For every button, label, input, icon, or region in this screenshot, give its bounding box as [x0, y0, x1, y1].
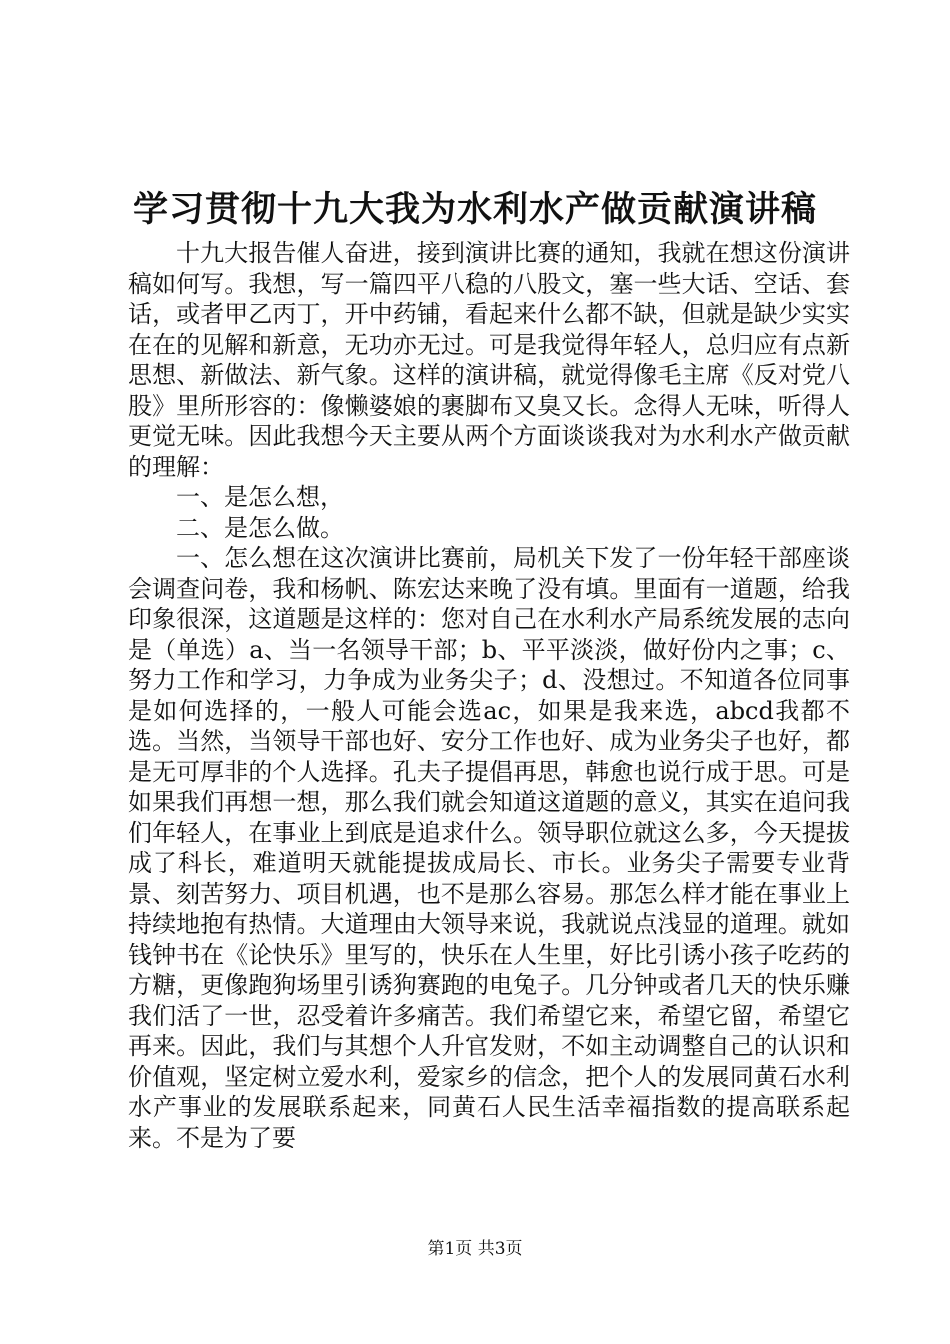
- page-title: 学习贯彻十九大我为水利水产做贡献演讲稿: [132, 189, 817, 230]
- paragraph-intro: 十九大报告催人奋进，接到演讲比赛的通知，我就在想这份演讲稿如何写。我想，写一篇四平八稳的八股文，塞一些大话、空话、套话，或者甲乙丙丁，开中药铺，看起来什么都不缺，但就是缺少实实在在的见解和新意，无功亦无过。可是我觉得年轻人，总归应有点新思想、新做法、新气象。这样的演讲稿，就觉得像毛主席《反对党八股》里所形容的：像懒婆娘的裹脚布又臭又长。念得人无味，听得人更觉无味。因此我想今天主要从两个方面谈谈我对为水利水产做贡献的理解：: [128, 239, 850, 481]
- paragraph-section-one: 一、怎么想在这次演讲比赛前，局机关下发了一份年轻干部座谈会调查问卷，我和杨帆、陈宏达来晚了没有填。里面有一道题，给我印象很深，这道题是这样的：您对自己在水利水产局系统发展的志向是（单选）a、当一名领导干部；b、平平淡淡，做好份内之事；c、努力工作和学习，力争成为业务尖子；d、没想过。不知道各位同事是如何选择的，一般人可能会选ac，如果是我来选，abcd我都不选。当然，当领导干部也好、安分工作也好、成为业务尖子也好，都是无可厚非的个人选择。孔夫子提倡再思，韩愈也说行成于思。可是如果我们再想一想，那么我们就会知道这道题的意义，其实在追问我们年轻人，在事业上到底是追求什么。领导职位就这么多，今天提拔成了科长，难道明天就能提拔成局长、市长。业务尖子需要专业背景、刻苦努力、项目机遇，也不是那么容易。那怎么样才能在事业上持续地抱有热情。大道理由大领导来说，我就说点浅显的道理。就如钱钟书在《论快乐》里写的，快乐在人生里，好比引诱小孩子吃药的方糖，更像跑狗场里引诱狗赛跑的电兔子。几分钟或者几天的快乐赚我们活了一世，忍受着许多痛苦。我们希望它来，希望它留，希望它再来。因此，我们与其想个人升官发财，不如主动调整自己的认识和价值观，坚定树立爱水利，爱家乡的信念，把个人的发展同黄石水利水产事业的发展联系起来，同黄石人民生活幸福指数的提高联系起来。不是为了要: [128, 544, 850, 1152]
- document-body: [128, 238, 850, 1153]
- paragraph-point-two: 二、是怎么做。: [176, 513, 344, 542]
- page-footer: 第1页 共3页: [427, 1239, 523, 1259]
- paragraph-point-one: 一、是怎么想，: [176, 483, 344, 511]
